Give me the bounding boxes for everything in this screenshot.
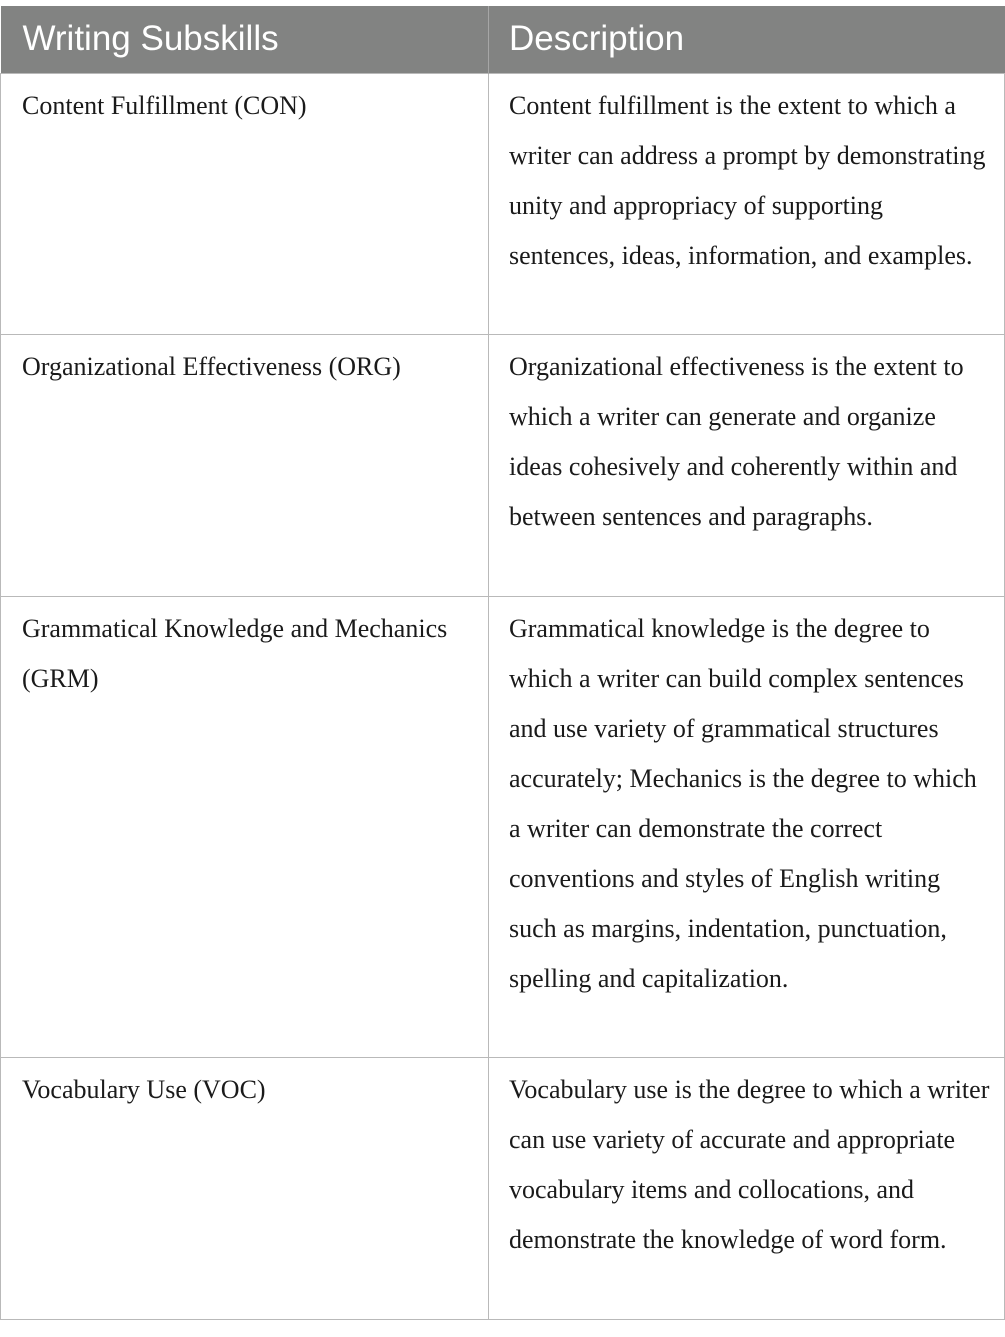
description-cell: Grammatical knowledge is the degree to which a writer can build complex sentences and use variety of grammatical structures accurately; Mechanics is the degree to which a writer can demonstrate the correct conventions and styles of English writing such as margins, indentation, punctuation, spelling and capitalization.: [489, 596, 1005, 1057]
table-row: [1, 334, 1005, 596]
table-header: [1, 6, 1005, 73]
table-body: [1, 73, 1005, 1319]
table-row: [1, 596, 1005, 1057]
table-row: [1, 73, 1005, 334]
subskill-cell: Vocabulary Use (VOC): [1, 1057, 489, 1319]
subskill-cell: Organizational Effectiveness (ORG): [1, 334, 489, 596]
subskills-table: [0, 6, 1005, 1320]
header-row: [1, 6, 1005, 73]
description-cell: Vocabulary use is the degree to which a writer can use variety of accurate and appropriate vocabulary items and collocations, and demonstrate the knowledge of word form.: [489, 1057, 1005, 1319]
header-writing-subskills: Writing Subskills: [1, 6, 489, 73]
description-cell: Content fulfillment is the extent to which a writer can address a prompt by demonstrating unity and appropriacy of supporting sentences, ideas, information, and examples.: [489, 73, 1005, 334]
description-cell: Organizational effectiveness is the extent to which a writer can generate and organize ideas cohesively and coherently within and between sentences and paragraphs.: [489, 334, 1005, 596]
header-description: Description: [489, 6, 1005, 73]
subskill-cell: Grammatical Knowledge and Mechanics (GRM): [1, 596, 489, 1057]
table-row: [1, 1057, 1005, 1319]
subskill-cell: Content Fulfillment (CON): [1, 73, 489, 334]
